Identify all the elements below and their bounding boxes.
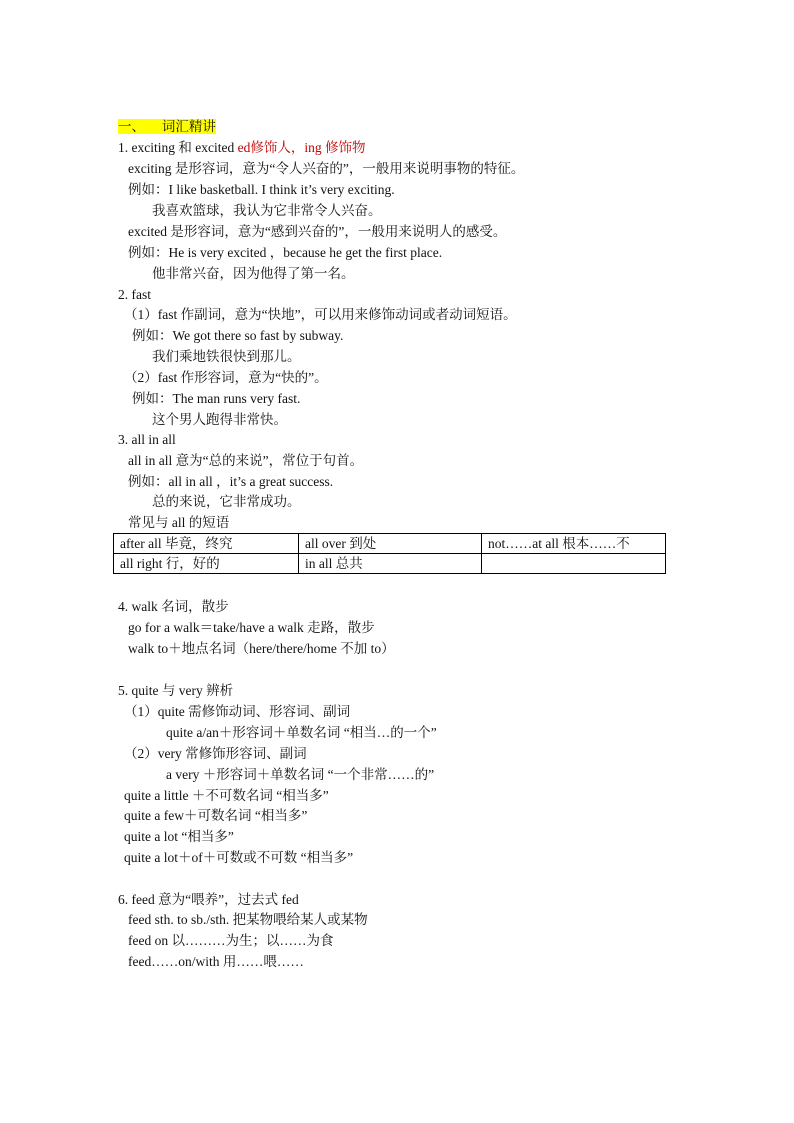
table-cell: not……at all 根本……不 [482,534,666,554]
item1-line6: 他非常兴奋，因为他得了第一名。 [152,266,355,281]
item5-line2: quite a/an＋形容词＋单数名词 “相当…的一个” [166,725,437,740]
table-row [114,534,666,554]
table-cell: all over 到处 [299,534,482,554]
section-title: 词汇精讲 [161,119,216,134]
item5-line3: （2）very 常修饰形容词、副词 [124,746,307,761]
item1-line2: 例如：I like basketball. I think it’s very exciting. [128,182,395,197]
item2-line3: 我们乘地铁很快到那儿。 [152,349,301,364]
item2-line5: 例如：The man runs very fast. [132,391,301,406]
section-number: 一、 [118,119,145,134]
item1-line3: 我喜欢篮球，我认为它非常令人兴奋。 [152,203,382,218]
item6-line1: feed sth. to sb./sth. 把某物喂给某人或某物 [128,912,368,927]
item4-line1: go for a walk＝take/have a walk 走路，散步 [128,620,375,635]
item5-line1: （1）quite 需修饰动词、形容词、副词 [124,704,351,719]
item1-note: ed修饰人，ing 修饰物 [237,140,366,155]
item2-line2: 例如：We got there so fast by subway. [132,328,344,343]
section-heading [118,117,216,137]
table-cell: all right 行，好的 [114,554,299,574]
item6-line3: feed……on/with 用……喂…… [128,954,304,969]
item2-line6: 这个男人跑得非常快。 [152,412,287,427]
item1-line5: 例如：He is very excited ，because he get the first place. [128,245,443,260]
table-cell: after all 毕竟，终究 [114,534,299,554]
item5-heading: 5. quite 与 very 辨析 [118,683,234,698]
item3-heading: 3. all in all [118,432,176,447]
item5-line5: quite a little ＋不可数名词 “相当多” [124,788,329,803]
phrase-table [113,533,666,574]
item6-line2: feed on 以………为生；以……为食 [128,933,334,948]
item3-line2: 例如：all in all ，it’s a great success. [128,474,334,489]
item1-heading: 1. exciting 和 excited ed修饰人，ing 修饰物 [118,140,366,155]
item1-line4: excited 是形容词，意为“感到兴奋的”，一般用来说明人的感受。 [128,224,507,239]
item5-line4: a very ＋形容词＋单数名词 “一个非常……的” [166,767,435,782]
table-cell: in all 总共 [299,554,482,574]
item5-line6: quite a few＋可数名词 “相当多” [124,808,308,823]
item5-line8: quite a lot＋of＋可数或不可数 “相当多” [124,850,354,865]
item1-line1: exciting 是形容词，意为“令人兴奋的”，一般用来说明事物的特征。 [128,161,525,176]
item2-line1: （1）fast 作副词，意为“快地”，可以用来修饰动词或者动词短语。 [124,307,517,322]
item2-line4: （2）fast 作形容词，意为“快的”。 [124,370,328,385]
table-row [114,554,666,574]
table-cell [482,554,666,574]
item4-line2: walk to＋地点名词（here/there/home 不加 to） [128,641,395,656]
item6-heading: 6. feed 意为“喂养”，过去式 fed [118,892,299,907]
item5-line7: quite a lot “相当多” [124,829,234,844]
item3-line4: 常见与 all 的短语 [128,515,230,530]
item3-line3: 总的来说，它非常成功。 [152,494,301,509]
item2-heading: 2. fast [118,287,151,302]
item3-line1: all in all 意为“总的来说”，常位于句首。 [128,453,364,468]
item4-heading: 4. walk 名词，散步 [118,599,229,614]
